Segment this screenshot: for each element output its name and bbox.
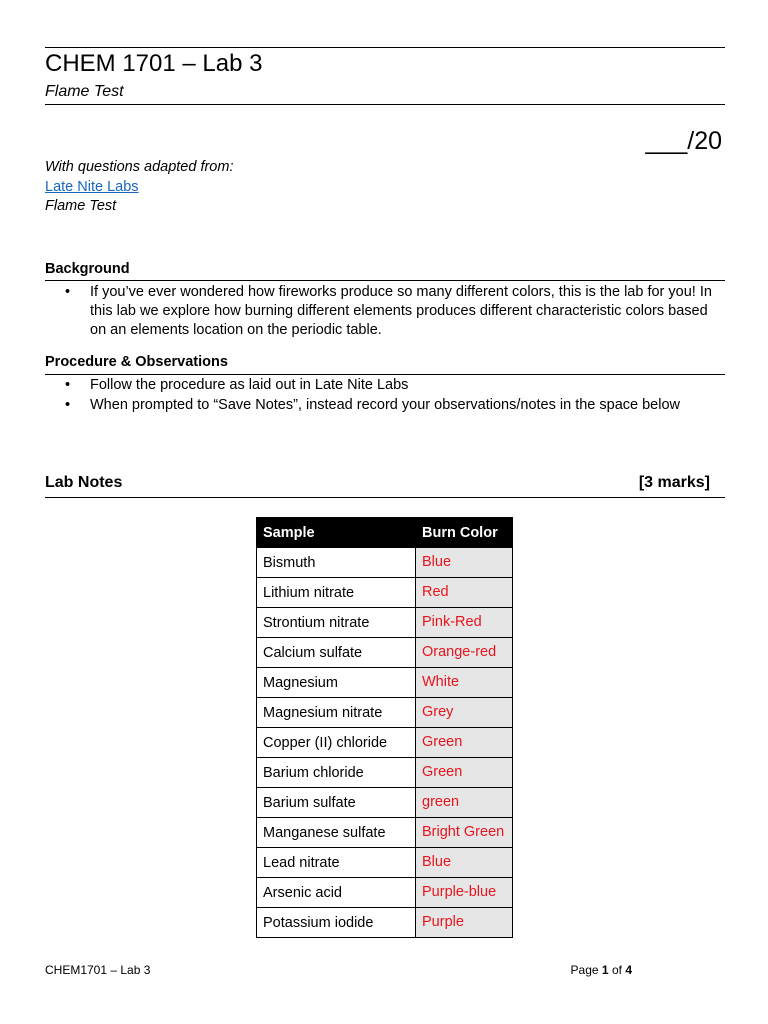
list-item: • If you’ve ever wondered how fireworks produce so many different colors, this is the lab for you! In this lab we explore how burning different elements produces different characteristic colors based on an elements location on the periodic table. <box>65 284 712 338</box>
page-subtitle: Flame Test <box>45 83 124 100</box>
background-heading: Background <box>45 261 130 277</box>
burn-color-cell[interactable]: Green <box>416 728 513 758</box>
background-rule <box>45 280 725 281</box>
bullet-icon: • <box>65 284 71 300</box>
burn-color-cell[interactable]: Bright Green <box>416 818 513 848</box>
burn-color-cell[interactable]: Pink-Red <box>416 608 513 638</box>
footer-page-number <box>571 963 632 977</box>
table-row <box>257 548 513 578</box>
table-row <box>257 608 513 638</box>
list-item: • When prompted to “Save Notes”, instead record your observations/notes in the space below <box>65 397 680 413</box>
lab-notes-rule <box>45 497 725 498</box>
lab-notes-header <box>45 474 710 492</box>
burn-color-cell[interactable]: White <box>416 668 513 698</box>
lab-notes-heading: Lab Notes <box>45 474 123 491</box>
table-row <box>257 788 513 818</box>
burn-color-cell[interactable]: Blue <box>416 848 513 878</box>
lab-notes-marks: [3 marks] <box>638 474 710 491</box>
burn-color-cell[interactable]: Purple <box>416 908 513 938</box>
sample-cell: Copper (II) chloride <box>257 728 416 758</box>
table-row <box>257 878 513 908</box>
bullet-icon: • <box>65 397 71 413</box>
sample-cell: Strontium nitrate <box>257 608 416 638</box>
late-nite-labs-link[interactable]: Late Nite Labs <box>45 178 139 195</box>
table-row <box>257 578 513 608</box>
footer-course: CHEM1701 – Lab 3 <box>45 963 151 977</box>
sample-cell: Barium chloride <box>257 758 416 788</box>
sample-cell: Manganese sulfate <box>257 818 416 848</box>
page-total: 4 <box>625 963 632 977</box>
sample-cell: Lithium nitrate <box>257 578 416 608</box>
header-burn-color: Burn Color <box>416 518 513 548</box>
table-row <box>257 818 513 848</box>
background-bullets <box>65 283 725 340</box>
score-field: ___/20 <box>645 127 722 155</box>
table-row <box>257 758 513 788</box>
sample-cell: Arsenic acid <box>257 878 416 908</box>
burn-color-cell[interactable]: Grey <box>416 698 513 728</box>
table-row <box>257 698 513 728</box>
burn-color-cell[interactable]: green <box>416 788 513 818</box>
procedure-rule <box>45 374 725 375</box>
table-row <box>257 908 513 938</box>
page-prefix: Page <box>570 963 599 977</box>
observations-table <box>256 517 513 938</box>
table-row <box>257 638 513 668</box>
sample-cell: Magnesium <box>257 668 416 698</box>
sample-cell: Barium sulfate <box>257 788 416 818</box>
procedure-bullets <box>65 376 725 415</box>
sample-cell: Potassium iodide <box>257 908 416 938</box>
adapted-intro: With questions adapted from: <box>45 159 234 175</box>
title-rule <box>45 104 725 105</box>
table-row <box>257 668 513 698</box>
sample-cell: Bismuth <box>257 548 416 578</box>
burn-color-cell[interactable]: Purple-blue <box>416 878 513 908</box>
adapted-block <box>45 158 233 217</box>
table-row <box>257 728 513 758</box>
sample-cell: Magnesium nitrate <box>257 698 416 728</box>
sample-cell: Lead nitrate <box>257 848 416 878</box>
table-row <box>257 848 513 878</box>
page-of: of <box>611 963 622 977</box>
burn-color-cell[interactable]: Green <box>416 758 513 788</box>
bullet-icon: • <box>65 377 71 393</box>
top-rule <box>45 47 725 48</box>
header-sample: Sample <box>257 518 416 548</box>
sample-cell: Calcium sulfate <box>257 638 416 668</box>
page-title: CHEM 1701 – Lab 3 <box>45 50 263 77</box>
burn-color-cell[interactable]: Orange-red <box>416 638 513 668</box>
burn-color-cell[interactable]: Blue <box>416 548 513 578</box>
page-current: 1 <box>601 963 609 977</box>
burn-color-cell[interactable]: Red <box>416 578 513 608</box>
adapted-source: Flame Test <box>45 198 117 214</box>
table-header-row <box>257 518 513 548</box>
procedure-heading: Procedure & Observations <box>45 354 228 370</box>
list-item: • Follow the procedure as laid out in Late Nite Labs <box>65 377 409 393</box>
